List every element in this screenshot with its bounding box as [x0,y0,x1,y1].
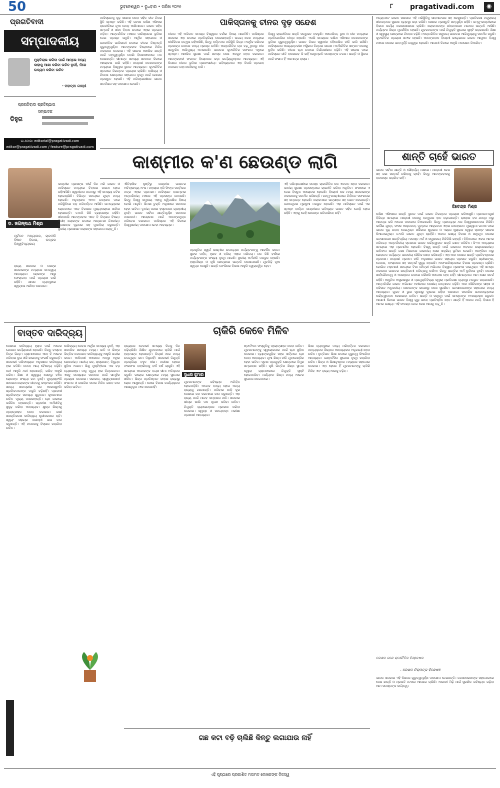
right-author-photo [454,168,492,202]
right-article-intro: ଭାରତ ସର୍ବଦା ଶାନ୍ତି ଓ ସୌହାର୍ଦ୍ଦ୍ୟ ପକ୍ଷରେ। ପଡ଼ୋଶୀ ଦେଶ ସହ ଭଲ ସମ୍ପର୍କ ରଖିବାକୁ ଚାହେଁ। କିନ୍ତୁ ଆତଙ୍କବାଦକୁ ବରଦାସ୍ତ କରାଯିବ ନାହିଁ। [376,168,450,181]
kashmir-landscape-photo [190,182,280,244]
right-bottom-body: ଭାରତ ସରକାର ଏହି ଦିଗରେ ଗୁରୁତ୍ୱପୂର୍ଣ୍ଣ ପଦକ୍ଷେପ ନେଇଛନ୍ତି। ଜନସାଧାରଣଙ୍କ ସହଯୋଗରେ ଦେଶ ଶାନ୍ତି ଓ ପ୍ରଗତି ପଥରେ ଆଗେଇ ଚାଲିଛି। ଆଗାମୀ ପିଢ଼ି ପାଇଁ ସୁରକ୍ଷିତ ଭବିଷ୍ୟତ ଗଢ଼ିବା ଆମ ସମସ୍ତଙ୍କ ଦାୟିତ୍ୱ। [376,676,494,689]
section-banner [4,30,96,52]
bottom-mid-col-2: ଯୁବକମାନଙ୍କ ଭବିଷ୍ୟତ ଅନିଶ୍ଚିତ ହୋଇପଡ଼ିଛି। ଅନେକ ବାଧ୍ୟ ହୋଇ ଅନ୍ୟ ରାଜ୍ୟକୁ ଯାଉଛନ୍ତି। ପରିବାର ଛାଡ଼ି ଦୂର ଦେଶରେ କମ ଦରମାରେ କାମ କରୁଛନ୍ତି। ଏହା ରାଜ୍ୟ ପାଇଁ ମାନବ ସମ୍ବଳର କ୍ଷତି। ସରକାର ଶୀଘ୍ର ଖାଲି ପଦ ପୂରଣ କରିବା ଉଚିତ। ନିଯୁକ୍ତି କ୍ୟାଲେଣ୍ଡର ପ୍ରକାଶ କରିବା ଦରକାର। ସ୍ୱଚ୍ଛ ଓ ସମୟବଦ୍ଧ ପରୀକ୍ଷା ପ୍ରଣାଳୀ ଆବଶ୍ୟକ। [184,380,240,417]
right-article-body: ଦକ୍ଷିଣ ଏସିଆରେ ଶାନ୍ତି ସ୍ଥାପନ ପାଇଁ ଭାରତ ନିରନ୍ତର ପ୍ରୟାସ କରିଆସୁଛି। ପ୍ରଧାନମନ୍ତ୍ରୀ ବିଭିନ୍ନ ସମୟରେ ପଡ଼ୋଶୀ ଦେଶକୁ ବନ୍ଧୁତାର ହାତ ବଢ଼ାଇଛନ୍ତି। ଲାହୋର ବସ ଯାତ୍ରା ଠାରୁ ଆରମ୍ଭ କରି ଅନେକ ପଦକ୍ଷେପ ନିଆଯାଇଛି। କିନ୍ତୁ ପ୍ରତ୍ୟେକ ଥର ବିଶ୍ୱାସଘାତକତା ମିଳିଛି। କାର୍ଗିଲ ଯୁଦ୍ଧ, ସଂସଦ ଆକ୍ରମଣ, ମୁମ୍ବାଇ ଆକ୍ରମଣ ଏହାର ଉଦାହରଣ। ପୁଲୱାମା ଘଟଣା ପରେ ଭାରତ ଦୃଢ଼ ଜବାବ ଦେଇଥିଲା। ସର୍ଜିକାଲ ଷ୍ଟ୍ରାଇକ ଓ ଏୟାର ଷ୍ଟ୍ରାଇକ ଦ୍ୱାରା ସ୍ପଷ୍ଟ ସନ୍ଦେଶ ଦିଆଯାଇଥିଲା। ତଥାପି ଭାରତ ଯୁଦ୍ଧ ଚାହେଁନି। ଆମର ଲକ୍ଷ୍ୟ ବିକାଶ ଓ ସମୃଦ୍ଧି। ଦେଶର ଜନସାଧାରଣ ଶାନ୍ତିପ୍ରିୟ। ସମସ୍ତ ଧର୍ମ ଓ ସମ୍ପ୍ରଦାୟ ମିଳିମିଶି ରହନ୍ତି। ବିବିଧତାରେ ଏକତା ଆମର ପରିଚୟ। ଅନ୍ତର୍ଜାତୀୟ ସ୍ତରରେ ଭାରତ ଦାୟିତ୍ୱବାନ ଶକ୍ତି ଭାବେ ପରିଚିତ। ଜି-୨୦ ଅଧ୍ୟକ୍ଷତା ସମୟରେ ଏହା ପ୍ରମାଣିତ ହୋଇଛି। ବିଶ୍ୱ ଶାନ୍ତି ପାଇଁ ଭାରତର ଅବଦାନ ଉଲ୍ଲେଖନୀୟ। ଜାତିସଂଘ ଶାନ୍ତି ରକ୍ଷା ମିଶନରେ ଭାରତୀୟ ସେନା ସକ୍ରିୟ ଭୂମିକା ନେଇଛି। ଆଫ୍ରିକା ଠାରୁ ଲେବାନନ ପର୍ଯ୍ୟନ୍ତ ଭାରତୀୟ ସୈନିକ ସେବା କରିଛନ୍ତି। ଏହା ଆମ ଦେଶର ଶାନ୍ତି ପ୍ରତିବଦ୍ଧତାର ପ୍ରମାଣ। ପଡ଼ୋଶୀ ପ୍ରଥମ ନୀତି ଅନୁସାରେ ଭାରତ ସହାୟତା ପ୍ରଦାନ କରୁଛି। ଶ୍ରୀଲଙ୍କା, ନେପାଳ, ବାଂଲାଦେଶ ସହ ସମ୍ପର୍କ ସୁଦୃଢ଼ ହୋଇଛି। ଆଫଗାନିସ୍ତାନରେ ବିକାଶ ପ୍ରକଳ୍ପ ଚାଲିଛି। କୋଭିଡ ମହାମାରୀ ସମୟରେ ଟିକା ମୈତ୍ରୀ ଅଭିଯାନ ବିଶ୍ୱର ପ୍ରଶଂସା ପାଇଥିଲା। ଏହି ସମସ୍ତ ପଦକ୍ଷେପ ଭାରତର ଶାନ୍ତିକାମୀ ଚରିତ୍ରକୁ ଦର୍ଶାଏ। କିନ୍ତୁ ଶାନ୍ତିର ଅର୍ଥ ଦୁର୍ବଳତା ନୁହେଁ। ଦେଶର ସାର୍ବଭୌମତ୍ୱ ଓ ଅଖଣ୍ଡତା ଉପରେ କୌଣସି ଆପୋଷ ହେବ ନାହିଁ। ସୀମାନ୍ତରେ ଆମ ସେନା ସତର୍କ ରହିଛି। ଆଧୁନିକ ଅସ୍ତ୍ରଶସ୍ତ୍ର ଓ ପ୍ରଯୁକ୍ତିବିଦ୍ୟା ଦ୍ୱାରା ପ୍ରତିରକ୍ଷା ବ୍ୟବସ୍ଥା ମଜଭୁତ କରାଯାଉଛି। ଆତ୍ମନିର୍ଭର ଭାରତ ଅଭିଯାନ ଅଧୀନରେ ଦେଶୀୟ ଉତ୍ପାଦନ ବଢ଼ିଛି। ଆମ ସୈନିକଙ୍କ ସାହସ ଓ ବଳିଦାନ ଅତୁଳନୀୟ। ସେମାନଙ୍କ କାରଣରୁ ଦେଶ ସୁରକ୍ଷିତ। ଜନସାଧାରଣଙ୍କ ସହଯୋଗ ମଧ୍ୟ ଆବଶ୍ୟକ। ଗୁଜବ ଓ ଭୁଲ ସୂଚନାରୁ ଦୂରେଇ ରହିବା ଦରକାର। ସାମାଜିକ ଗଣମାଧ୍ୟମରେ ଦାୟିତ୍ୱବୋଧ ଦେଖାଇବା ଉଚିତ। ଶାନ୍ତି ଓ ସମୃଦ୍ଧି ପାଇଁ ସମସ୍ତଙ୍କ ଅଂଶଗ୍ରହଣ ଜରୁରୀ। ଆଗାମୀ ଦିନରେ ଭାରତ ବିଶ୍ୱ ଗୁରୁ ଭାବେ ପ୍ରତିଷ୍ଠିତ ହେବ। ଶାନ୍ତି ହିଁ ଆମର ମାର୍ଗ, ବିକାଶ ହିଁ ଆମର ଲକ୍ଷ୍ୟ। ଏହି ସଂକଳ୍ପ ନେଇ ଦେଶ ଆଗକୁ ବଢ଼ୁଛି। [376,212,494,307]
gandhi-portrait [8,58,30,86]
right-signoff: - ଲେଖକ ନିରାପତ୍ତା ବିଶେଷଜ୍ଞ [400,668,441,672]
bottom-mid-author-photo [184,344,206,370]
quote-text: ମୁକ୍ତିଲାଭ କରିବା ପାଇଁ ଆମ୍ଭେ ଅନ୍ୟ କାହାକୁ ଆଶା କରିବା ଉଚିତ ନୁହେଁ, ନିଜେ ଉଦ୍ୟମ କରିବା ଉଚିତ [34,58,87,72]
editorial-body-1: ପାକିସ୍ତାନକୁ ଦୃଢ଼ ସନ୍ଦେଶ ଦେବା ସହିତ ଚୀନ ନିଜର ସ୍ଥିତି ସ୍ପଷ୍ଟ କରିଛି। ଏହି ଘଟଣା ଦକ୍ଷିଣ ଏସିଆର ରାଜନୀତିରେ ନୂଆ ମୋଡ଼ ଆଣିପାରେ। ଭାରତ ସହିତ ସମ୍ପର୍କ ଓ ସୀମା ବିବାଦ ଉପରେ ଏହାର ପ୍ରଭାବ ପଡ଼ିବ। ଆନ୍ତର୍ଜାତିକ ମଞ୍ଚରେ ପାକିସ୍ତାନର ଭୂମିକା ନେଇ ପ୍ରଶ୍ନ ଉଠୁଛି। ଆର୍ଥିକ ସହଯୋଗ ଓ ରଣନୀତିକ ଭାଗିଦାରୀ ଉପରେ ଚୀନର ନିଷ୍ପତ୍ତି ଗୁରୁତ୍ୱପୂର୍ଣ୍ଣ। ଆତଙ୍କବାଦ ବିରୋଧରେ ମିଳିତ ପଦକ୍ଷେପ ଦରକାର। ଏହି ସନ୍ଦେଶ ଆଞ୍ଚଳିକ ଶାନ୍ତି ପାଇଁ ମହତ୍ତ୍ୱପୂର୍ଣ୍ଣ ବୋଲି ବିଶେଷଜ୍ଞମାନେ ମତ ଦେଉଛନ୍ତି। ସୀମାନ୍ତ ସମସ୍ୟା ସମାଧାନ ଦିଗରେ ଆଲୋଚନା ଜାରି ରହିଛି। ପଡ଼ୋଶୀ ଦେଶମାନଙ୍କ ମଧ୍ୟରେ ବିଶ୍ୱାସ ସ୍ଥାପନ ଆବଶ୍ୟକ। କୂଟନୈତିକ ସ୍ତରରେ ନିରନ୍ତର ପ୍ରୟାସ ଚାଲିଛି। ବାଣିଜ୍ୟ ଓ ନିବେଶ କ୍ଷେତ୍ରରେ ସହଯୋଗ ବୃଦ୍ଧି ପାଇଁ ଯୋଜନା ପ୍ରସ୍ତୁତ ହେଉଛି। ଏହି ପରିପ୍ରେକ୍ଷୀରେ ଭାରତ ସତର୍କତାର ସହ ପଦକ୍ଷେପ ନେଉଛି। [100,16,162,86]
logo-icon: ◉ [484,2,494,12]
main-article-col-0: ରାଜ୍ୟ ସରକାର ଓ କେନ୍ଦ୍ର ସରକାରଙ୍କ ମଧ୍ୟରେ ସମନ୍ୱୟ ଆବଶ୍ୟକ। ଲୋକଙ୍କ ଆସ୍ଥା ଫେରାଇବା ପାଇଁ ପ୍ରୟାସ ଜାରି ରହିଛି। ଶାସନ ବ୍ୟବସ୍ଥାରେ ସ୍ୱଚ୍ଛତା ଆଣିବା ଦରକାର। [14,264,56,289]
masthead [0,0,500,15]
main-article-col-2: ଐତିହାସିକ ଦୃଷ୍ଟିରୁ କାଶ୍ମୀର ଭାରତର ଅବିଚ୍ଛେଦ୍ୟ ଅଂଶ। ମହାରାଜା ହରି ସିଂଙ୍କ ସମ୍ମିଳନ ପତ୍ର ଏହାର ପ୍ରମାଣ। ପାକିସ୍ତାନ ବାରମ୍ବାର ଅନ୍ତର୍ଜାତୀୟ ମଞ୍ଚରେ ଏହି ପ୍ରସଙ୍ଗ ଉଠାଉଛି। କିନ୍ତୁ ବିଶ୍ୱ ସମୁଦାୟ ଏହାକୁ ଦ୍ୱିପାକ୍ଷିକ ବିଷୟ ବୋଲି ମାନୁଛି। ଶିମଳା ଚୁକ୍ତି ଅନୁସାରେ ସମାଧାନ ହେବା ଉଚିତ। ତୃତୀୟ ପକ୍ଷର ହସ୍ତକ୍ଷେପ ଗ୍ରହଣୀୟ ନୁହେଁ। ଭାରତ ସର୍ବଦା ଶାନ୍ତିପୂର୍ଣ୍ଣ ସମାଧାନ ପକ୍ଷପାତୀ। ଆଲୋଚନା ପାଇଁ ଆତଙ୍କମୁକ୍ତ ପରିବେଶ ଦରକାର। ପାକିସ୍ତାନ ଏହି ଦିଗରେ ବିଶ୍ୱସନୀୟ ପଦକ୍ଷେପ ନେବା ଆବଶ୍ୟକ। [124,182,186,227]
right-author-note: ଲେଖକ ଜଣେ ରାଜନୈତିକ ବିଶ୍ଳେଷକ [376,656,424,660]
bottom-left-col-1: ଦେଶରେ ଦାରିଦ୍ର୍ୟ ହ୍ରାସ ପାଇଁ ଅନେକ ଯୋଜନା କାର୍ଯ୍ୟକାରୀ ହୋଇଛି। କିନ୍ତୁ ବାସ୍ତବ ଚିତ୍ର ଭିନ୍ନ। ଗ୍ରାମାଞ୍ଚଳରେ ଏବେ ବି ଅନେକ ପରିବାର ଦୁଇ ଓଳି ଖାଇବାକୁ ସଂଘର୍ଷ କରୁଛନ୍ତି। ସରକାରୀ ପରିସଂଖ୍ୟାନ ଅନୁସାରେ ଦାରିଦ୍ର୍ୟ ହାର କମିଛି। ତେବେ ଆୟ ବୈଷମ୍ୟ ବଢ଼ିଛି। ଧନୀ ଆହୁରି ଧନୀ ହେଉଛନ୍ତି, ଗରିବ ଆହୁରି ଗରିବ। ଶିକ୍ଷା ଓ ସ୍ୱାସ୍ଥ୍ୟ ସେବାରୁ ବଞ୍ଚିତ ଲୋକଙ୍କ ସଂଖ୍ୟା କମ ନୁହେଁ। ମୁଦ୍ରାସ୍ଫୀତି ସାଧାରଣ ଲୋକଙ୍କ ଜୀବନକୁ କଷ୍ଟକର କରିଛି। ଖାଦ୍ୟ ସାମଗ୍ରୀର ଦର ଆକାଶଛୁଆଁ। ଶ୍ରମିକମାନଙ୍କ ମଜୁରି ବଢ଼ିନାହିଁ। ପ୍ରବାସୀ ଶ୍ରମିକଙ୍କ ସମସ୍ୟା ଗୁରୁତର। କୃଷକମାନେ ଉଚିତ ମୂଲ୍ୟ ପାଉନାହାନ୍ତି। ଋଣ ଭାରରେ ଜର୍ଜରିତ ହେଉଛନ୍ତି। ଗ୍ରାମୀଣ ଅର୍ଥନୀତିକୁ ସୁଦୃଢ଼ କରିବା ଆବଶ୍ୟକ। କ୍ଷୁଦ୍ର ଶିଳ୍ପକୁ ପ୍ରୋତ୍ସାହନ ଦେବା ଦରକାର। ନାରୀ ସଶକ୍ତିକରଣ ଦାରିଦ୍ର୍ୟ ଦୂରୀକରଣର ଚାବି। ସ୍ୱୟଂ ସହାୟକ ଗୋଷ୍ଠୀ ଭଲ କାମ କରୁଛନ୍ତି। ଏହି ମଡେଲକୁ ବିସ୍ତାର କରାଯିବା ଉଚିତ। [6,344,62,430]
right-top-body: ଅନ୍ୟପଟେ ଭାରତ ସରକାର ଏହି ପରିସ୍ଥିତିକୁ ସାବଧାନତାର ସହ ଦେଖୁଛନ୍ତି। ପ୍ରତିରକ୍ଷା ମନ୍ତ୍ରାଳୟ ସୀମାନ୍ତରେ ସୁରକ୍ଷା ବ୍ୟବସ୍ଥା କଡ଼ା କରିଛି। ସେନାର ପ୍ରସ୍ତୁତି ସମ୍ପୂର୍ଣ୍ଣ ରହିଛି। ଜମ୍ମୁ-କାଶ୍ମୀରରେ ବିକାଶ କାର୍ଯ୍ୟ ଜୋରସୋରରେ ଚାଲିଛି। ଲୋକମାନଙ୍କ ଜୀବନଧାରଣ ମାନରେ ଉନ୍ନତି ଆସିଛି। ପର୍ଯ୍ୟଟନ ଶିଳ୍ପ ପୁନର୍ଜୀବିତ ହେଉଛି। ଯୁବକମାନଙ୍କ ପାଇଁ ନିଯୁକ୍ତି ସୁଯୋଗ ସୃଷ୍ଟି କରାଯାଉଛି। ଶିକ୍ଷା ଓ ସ୍ୱାସ୍ଥ୍ୟ କ୍ଷେତ୍ରରେ ନିବେଶ ବଢ଼ିଛି। ଆନ୍ତର୍ଜାତିକ ସମୁଦାୟ ଭାରତର ଆଭିମୁଖ୍ୟକୁ ସମର୍ଥନ କରୁଛି। କୂଟନୈତିକ ପ୍ରୟାସ ସଫଳ ହେଉଛି। ଆତଙ୍କବାଦ ବିରୋଧୀ ଲଢ଼େଇରେ ଭାରତ ଆଗୁଆ। ବିଶ୍ୱ ମଞ୍ଚରେ ଦେଶର ଭାବମୂର୍ତ୍ତି ଉଜ୍ଜ୍ୱଳ ହୋଇଛି। ଆଗାମୀ ଦିନରେ ଆହୁରି ପଦକ୍ଷେପ ନିଆଯିବ। [376,16,496,45]
contact-banner [4,138,96,150]
right-author-name: ଜିତେନ୍ଦ୍ର ମିଶ୍ର [452,204,478,209]
bottom-left-headline-box [14,326,86,342]
main-headline: କାଶ୍ମୀର କ'ଣ ଛେଉଣ୍ଡ ଲାଗି [132,152,338,173]
main-article-col-3: ପ୍ରକୃତିର ସ୍ୱର୍ଗ କାଶ୍ମୀର ଉପତ୍ୟକା ପର୍ଯ୍ୟଟକଙ୍କୁ ଆକର୍ଷିତ କରେ। ସୁନ୍ଦର ପର୍ବତ, ହ୍ରଦ ଓ ବଗିଚା ଏହାର ପରିଚୟ। ଗତ କିଛି ବର୍ଷରେ ପର୍ଯ୍ୟଟକଙ୍କ ସଂଖ୍ୟା ବୃଦ୍ଧି ପାଇଛି। ସ୍ଥାନୀୟ ଅର୍ଥନୀତି ମଜଭୁତ ହେଉଛି। ହସ୍ତଶିଳ୍ପ ଓ କୃଷି କ୍ଷେତ୍ରରେ ଉନ୍ନତି ଦେଖାଯାଉଛି। ଯୁବପିଢ଼ି ନୂଆ ସ୍ୱପ୍ନ ଦେଖୁଛି। ଶାନ୍ତି ଫେରିଲେ ବିକାଶ ଆହୁରି ତ୍ୱରାନ୍ୱିତ ହେବ। [190,248,280,269]
bottom-left-label [6,700,14,756]
editorial-body-3: ବିଶ୍ୱ ରାଜନୀତିରେ ଶକ୍ତି ସନ୍ତୁଳନ ବଦଳୁଛି। ଆମେରିକା, ରୁଷ ଓ ଚୀନ ମଧ୍ୟରେ ପ୍ରତିଯୋଗିତା ତୀବ୍ର ହେଉଛି। ଏପରି ସମୟରେ ଦକ୍ଷିଣ ଏସିଆର ଦେଶମାନଙ୍କ ଭୂମିକା ଗୁରୁତ୍ୱପୂର୍ଣ୍ଣ। ଭାରତ ନିଜର ସ୍ୱାଧୀନ ବୈଦେଶିକ ନୀତି ଜାରି ରଖିଛି। ପାକିସ୍ତାନର ଆଭ୍ୟନ୍ତରୀଣ ଅସ୍ଥିରତା ଚିନ୍ତାର କାରଣ। ଅର୍ଥନୈତିକ ସଙ୍କଟ ଦେଶକୁ ଦୁର୍ବଳ କରିଛି। ଚୀନର ଋଣ ଉପରେ ନିର୍ଭରଶୀଳତା ବଢ଼ିଛି। ଏହି ସନ୍ଦେଶ ପରେ ପାକିସ୍ତାନ ନୀତି ବଦଳାଇବ କି ନାହିଁ ସେଥିପ୍ରତି ସମସ୍ତଙ୍କ ନଜର। ଶାନ୍ତି ଓ ସ୍ଥିରତା ପାଇଁ ସଂଳାପ ହିଁ ଏକମାତ୍ର ରାସ୍ତା। [268,32,368,61]
mountain-graphic [190,182,280,244]
right-article-headline-box [384,150,494,166]
bottom-mid-col-3: ଷ୍ଟାର୍ଟଅପ ସଂସ୍କୃତିକୁ ପ୍ରୋତ୍ସାହନ ଦେବା ଉଚିତ। ଯୁବକମାନଙ୍କୁ ସ୍ୱରୋଜଗାର ପାଇଁ ଋଣ ସୁବିଧା ଦରକାର। ବ୍ୟାଙ୍କଗୁଡ଼ିକ ସହଜ ସର୍ତ୍ତରେ ଋଣ ଦେବା ଆବଶ୍ୟକ। ନୂଆ ଶିଳ୍ପ ନୀତି ଯୁବକେନ୍ଦ୍ରିକ ହେବା ଉଚିତ। ସୂଚନା ପ୍ରଯୁକ୍ତି କ୍ଷେତ୍ରରେ ବିପୁଳ ସମ୍ଭାବନା ରହିଛି। କୃଷି ଭିତ୍ତିକ ଶିଳ୍ପ ସ୍ଥାପନ ଦ୍ୱାରା ଗ୍ରାମାଞ୍ଚଳରେ ନିଯୁକ୍ତି ସୃଷ୍ଟି ହୋଇପାରିବ। ପର୍ଯ୍ୟଟନ ଶିଳ୍ପ ମଧ୍ୟ ଅନେକ ସୁଯୋଗ ଦେଇପାରେ। [244,344,304,381]
quote-author: - ମହାତ୍ମା ଗାନ୍ଧୀ [62,84,87,88]
page-number: ୮ [390,3,394,10]
main-author-photo [8,168,52,218]
editor-title: ସମ୍ପାଦକ [38,109,53,114]
footer-line: ଏହି ପୃଷ୍ଠାରେ ପ୍ରକାଶିତ ମତାମତ ଲେଖକଙ୍କ ନିଜସ୍ୱ [210,772,290,777]
bottom-left-headline: ବାସ୍ତବ ଦାରିଦ୍ର୍ୟ [17,329,83,339]
bottom-sub-headline: ଗଛ କଟା ବଢ଼ି ଚାଲିଛି କିନ୍ତୁ ଲଗାଯାଉ ନାହିଁ [198,734,312,742]
bottom-left-col-2: ଦାରିଦ୍ର୍ୟ କେବଳ ଆର୍ଥିକ ସମସ୍ୟା ନୁହେଁ, ଏହା ସାମାଜିକ ସମସ୍ୟା ମଧ୍ୟ। ଜାତି ଓ ଲିଙ୍ଗ ଭିତ୍ତିକ ଭେଦଭାବ ଦାରିଦ୍ର୍ୟକୁ ଆହୁରି ଗଭୀର କରେ। ଆଦିବାସୀ ଅଞ୍ଚଳରେ ଅବସ୍ଥା ଅଧିକ ଶୋଚନୀୟ। ପାନୀୟ ଜଳ, ରାସ୍ତାଘାଟ, ବିଦ୍ୟୁତ ସୁବିଧା ଅଭାବ। ଶିଶୁ ପୁଷ୍ଟିହୀନତା ଏକ ବଡ଼ ଚ୍ୟାଲେଞ୍ଜ। ମାତୃ ମୃତ୍ୟୁ ହାର ଚିନ୍ତାଜନକ। ଏସବୁ ସମସ୍ୟାର ସମାଧାନ ପାଇଁ ସାମୂହିକ ପ୍ରୟାସ ଦରକାର। ସରକାର, ସ୍ୱେଚ୍ଛାସେବୀ ସଂଗଠନ ଓ ନାଗରିକ ସମାଜ ମିଳିତ ଭାବେ କାମ କରିବା ଉଚିତ। [64,344,120,389]
contact-line[interactable]: ଇ-ମେଲ: editorial@pragativadi.com [20,139,80,143]
editor-block: ଡିହୁଗ [8,116,94,132]
main-article-col-1: କାଶ୍ମୀର ପ୍ରସଙ୍ଗ ଦୀର୍ଘ ଦିନ ଧରି ଭାରତ ଓ ପାକିସ୍ତାନ ମଧ୍ୟରେ ବିବାଦର କାରଣ ହୋଇ ରହିଆସିଛି। ସ୍ୱାଧୀନତା ପରଠାରୁ ଏହି ସମସ୍ୟା ଜଟିଳ ହୋଇଚାଲିଛି। ବିଭିନ୍ନ ସମୟରେ ଯୁଦ୍ଧ ମଧ୍ୟ ହୋଇଛି। ଅନୁଚ୍ଛେଦ ୩୭୦ ଉଚ୍ଛେଦ ପରେ ପରିସ୍ଥିତିରେ ବଡ଼ ପରିବର୍ତ୍ତନ ଆସିଛି। ଉପତ୍ୟକାର ଲୋକମାନେ ଏବେ ବିକାଶର ମୁଖ୍ୟଧାରାରେ ସାମିଲ ହେଉଛନ୍ତି। ତଥାପି କିଛି ଚ୍ୟାଲେଞ୍ଜ ରହିଛି। ସୀମାପାରି ଆତଙ୍କବାଦ ଏବେ ବି ଚିନ୍ତାର ବିଷୟ। ନିରୀହ ଲୋକଙ୍କ ଉପରେ ଆକ୍ରମଣ ନିନ୍ଦନୀୟ। ସୁରକ୍ଷାବଳ ଦୃଢ଼ତାର ସହ ମୁକାବିଲା କରୁଛନ୍ତି। ସ୍ଥାନୀୟ ପ୍ରଶାସନ ଲୋକଙ୍କ ସହଯୋଗ ଲୋଡ଼ୁଛି। [58,182,120,232]
anniversary-logo: 50 [8,0,27,15]
right-article-headline: ଶାନ୍ତି ଚାହେଁ ଭାରତ [401,152,477,163]
bottom-mid-author: ସୁଧୀର କୁମାର [184,372,204,377]
plant-icon [70,650,110,684]
bottom-mid-headline: ଚାକିରି କେବେ ମିଳିବ [213,326,289,337]
founder-line: ପ୍ରଗତିବାଦୀ ପ୍ରତିଷ୍ଠାତା [18,102,56,107]
brand-name: ପ୍ରଗତିବାଦୀ [10,18,44,26]
editorial-sidebar [4,14,96,154]
editorial-headline: ପାକିସ୍ତାନକୁ ଚୀନର ଦୃଢ଼ ସନ୍ଦେଶ [219,18,317,27]
section-title: ସମ୍ପାଦକୀୟ [20,34,80,48]
main-author-name: ଡ. ଜଗନ୍ନାଥ ମିଶ୍ର [6,220,60,228]
page-date-line: ଭୁବନେଶ୍ୱର • ବୁଧବାର • ତାରିଖ ୨୦୨୫ [120,4,182,9]
bottom-mid-col-4: ଶିକ୍ଷା ବ୍ୟବସ୍ଥାରେ ମଧ୍ୟ ପରିବର୍ତ୍ତନ ଦରକାର। ପାଠ୍ୟକ୍ରମ ଶିଳ୍ପର ଆବଶ୍ୟକତା ଅନୁଯାୟୀ ହେବା ଉଚିତ। ବୃତ୍ତିଗତ ଶିକ୍ଷା ଉପରେ ଗୁରୁତ୍ୱ ଦିଆଯିବା ଆବଶ୍ୟକ। ଇଣ୍ଟର୍ନସିପ ସୁଯୋଗ ବୃଦ୍ଧି କରାଯିବା ଉଚିତ। ଶିଳ୍ପ ଓ ଶିକ୍ଷାନୁଷ୍ଠାନ ମଧ୍ୟରେ ସହଯୋଗ ଦରକାର। ଏହା ହେଲେ ହିଁ ଯୁବକମାନଙ୍କୁ ଚାକିରି ମିଳିବ ଏବଂ ରାଜ୍ୟ ଆଗକୁ ବଢ଼ିବ। [308,344,370,373]
site-link[interactable]: pragativadi.com [410,3,475,11]
plant-illustration [70,650,110,684]
main-article-col-4: ଏହି ପରିପ୍ରେକ୍ଷୀରେ ସମସ୍ତ ରାଜନୈତିକ ଦଳ ଏକମତ ହେବା ଦରକାର। ଜାତୀୟ ସୁରକ୍ଷା ପ୍ରସଙ୍ଗରେ ରାଜନୀତି କରିବା ଅନୁଚିତ। ସଂସଦରେ ଏ ନେଇ ବିସ୍ତୃତ ଆଲୋଚନା ହୋଇଛି। ବିରୋଧୀ ଦଳ ମଧ୍ୟ ସରକାରଙ୍କ ପଦକ୍ଷେପକୁ ସମର୍ଥନ କରିଛନ୍ତି। ଜମ୍ମୁ-କାଶ୍ମୀରରେ ନିର୍ବାଚନ ସଫଳତାର ସହ ସମ୍ପନ୍ନ ହୋଇଛି। ଲୋକମାନେ ଉତ୍ସାହର ସହ ଭୋଟ ଦେଇଛନ୍ତି। ଗଣତନ୍ତ୍ରର ମୂଳଦୁଆ ମଜଭୁତ ହୋଇଛି। ଏହା ପାକିସ୍ତାନ ପାଇଁ ଏକ ସ୍ପଷ୍ଟ ବାର୍ତ୍ତା। କାଶ୍ମୀରର ଭବିଷ୍ୟତ ଭାରତ ସହିତ ଯୋଡ଼ି ହୋଇ ରହିଛି। ଏହାକୁ କେହି ଛେଉଣ୍ଡ କରିପାରିବେ ନାହିଁ। [284,182,370,215]
editorial-body-2: ଚୀନର ଏହି ଅଭିମତ ସମଗ୍ର ବିଶ୍ୱରେ ଚର୍ଚ୍ଚାର ବିଷୟ ପାଲଟିଛି। ପାକିସ୍ତାନ ସରକାର ଏହା ଉପରେ ପ୍ରତିକ୍ରିୟା ଦେଇନାହାନ୍ତି। ଉଭୟ ଦେଶ ମଧ୍ୟରେ ଦୀର୍ଘଦିନର ବନ୍ଧୁତା ରହିଆସିଛି, କିନ୍ତୁ ବର୍ତ୍ତମାନ ପରିସ୍ଥିତି ଭିନ୍ନ। ଆର୍ଥିକ କରିଡର ପ୍ରକଳ୍ପ ଉପରେ ମଧ୍ୟ ପ୍ରଶ୍ନ ଉଠିଛି। ଆନ୍ତର୍ଜାତିକ ଚାପ ବଢ଼ୁଥିବାରୁ ଚୀନ ସନ୍ତୁଳିତ ଆଭିମୁଖ୍ୟ ଅପନାଉଛି। ଭାରତର କୂଟନୈତିକ ସଫଳତା ଏଥିରେ ସ୍ପଷ୍ଟ। ଆଞ୍ଚଳିକ ସୁରକ୍ଷା ପାଇଁ ସମସ୍ତ ଦେଶ ଏକଜୁଟ ହେବା ଦରକାର। ଆତଙ୍କବାଦୀ ସଂଗଠନ ବିରୋଧରେ କଡ଼ା କାର୍ଯ୍ୟାନୁଷ୍ଠାନ ଆବଶ୍ୟକ। ଏହି ଦିଗରେ ଚୀନର ଭୂମିକା ପ୍ରଶଂସନୀୟ। ଭବିଷ୍ୟତରେ ଏହା କିପରି ପ୍ରଭାବ ପକାଇବ ତାହା ଦେଖିବାକୁ ବାକି। [168,32,264,69]
main-author-bio: ପୂର୍ବତନ ଅଧ୍ୟାପକ, ରାଜନୀତି ବିଜ୍ଞାନ ବିଭାଗ, ଉତ୍କଳ ବିଶ୍ୱବିଦ୍ୟାଳୟ [14,234,56,247]
bottom-mid-col-1: ରାଜ୍ୟରେ ବେକାରୀ ସମସ୍ୟା ଦିନକୁ ଦିନ ବଢ଼ିଚାଲିଛି। ଶିକ୍ଷିତ ଯୁବକମାନେ ଚାକିରି ପାଇଁ ହନ୍ତସନ୍ତ ହେଉଛନ୍ତି। ଡିଗ୍ରୀ ଥାଇ ମଧ୍ୟ ଉପଯୁକ୍ତ କାମ ମିଳୁନାହିଁ। ସରକାରୀ ନିଯୁକ୍ତି ପ୍ରକ୍ରିୟା ବହୁତ ଧୀର। ପରୀକ୍ଷା ହେଲେ ଫଳାଫଳ ବାହାରିବାକୁ ବର୍ଷ ବର୍ଷ ଲାଗୁଛି। ଏହି ସମୟରେ ଅନେକଙ୍କ ବୟସ ସୀମା ଅତିକ୍ରମ କରୁଛି। ଘରୋଇ କ୍ଷେତ୍ରରେ ମଧ୍ୟ ସୁଯୋଗ ସୀମିତ। ଶିଳ୍ପ ପ୍ରତିଷ୍ଠାନ ବାହାର ରାଜ୍ୟରୁ ଲୋକ ଆଣୁଛନ୍ତି। ଦକ୍ଷତା ବିକାଶ କାର୍ଯ୍ୟକ୍ରମ ଆଶାନୁରୂପ ଫଳ ଦେଉନାହିଁ। [124,344,180,389]
footer-contact[interactable]: editor@pragativadi.com / feature@pragativadi.com [6,145,94,149]
